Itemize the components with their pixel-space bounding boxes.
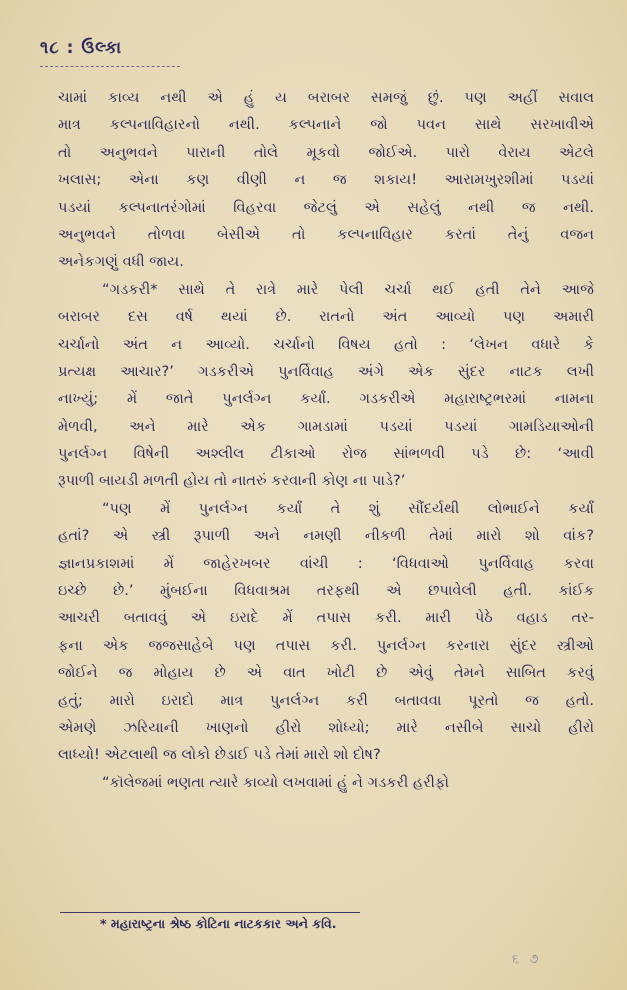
text-line: પ્રત્યક્ષ આચાર?’ ગડકરીએ પુનર્વિવાહ અંગે એક સુંદર નાટક લખી: [58, 362, 594, 380]
text-line: તો અનુભવને પારાની તોલે મૂકવો જોઈએ. પારો વેરાય એટલે: [58, 143, 594, 161]
page-mark: ૬ ૭: [512, 952, 542, 967]
text-line: પુનર્લગ્ન વિષેની અશ્લીલ ટીકાઓ રોજ સાંભળવી પડે છે: ‘આવી: [58, 445, 594, 463]
text-line: ચામાં કાવ્ય નથી એ હું ય બરાબર સમજું છું. પણ અહીં સવાલ: [58, 89, 594, 106]
text-line: અનેકગણું વધી જાય.: [58, 253, 184, 271]
text-line: “કૉલેજમાં ભણતા ત્યારે કાવ્યો લખવામાં હું ને ગડકરી હરીફો: [102, 773, 450, 791]
text-line: ઇચ્છે છે.’ મુંબઈના વિધવાશ્રમ તરફથી એ છપાવેલી હતી. કાંઈક: [58, 582, 594, 600]
text-line: જોઈને જ મોહાય છે એ વાત ખોટી છે એવું તેમને સાબિત કરવું: [58, 664, 594, 682]
header-decorative-rule: [40, 66, 180, 67]
text-line: ખલાસ; એના કણ વીણી ન જ શકાય! આરામખુરશીમાં પડયાં: [58, 171, 594, 189]
text-line: રૂપાળી બાયડી મળતી હોય તો નાતરું કરવાની કોણ ના પાડે?’: [58, 472, 406, 490]
text-line: નાખ્યું; મેં જાતે પુનર્લગ્ન કર્યાં. ગડકરીએ મહારાષ્ટ્રભરમાં નામના: [58, 390, 594, 408]
text-line: “પણ મેં પુનર્લગ્ન કર્યાં તે શું સૌંદર્યથી લોભાઈને કર્યાં: [102, 499, 594, 517]
text-line: હતું; મારો ઇરાદો માત્ર પુનર્લગ્ન કરી બતાવવા પૂરતો જ હતો.: [58, 691, 594, 709]
text-line: લાધ્યો! એટલાથી જ લોકો છેડાઈ પડે તેમાં મારો શો દોષ?: [58, 746, 381, 764]
footnote: * મહારાષ્ટ્રના શ્રેષ્ઠ કોટિના નાટકકાર અને કવિ.: [100, 916, 337, 931]
text-line: અનુભવને તોળવા બેસીએ તો કલ્પનાવિહાર કરતાં તેનું વજન: [58, 225, 594, 243]
text-line: હતાં? એ સ્ત્રી રૂપાળી અને નમણી નીકળી તેમાં મારો શો વાંક?: [58, 527, 594, 545]
footnote-rule: [60, 912, 360, 913]
text-line: એમણે ઝરિયાની ખાણનો હીરો શોધ્યો; મારે નસીબે સાચો હીરો: [58, 718, 594, 736]
text-line: બરાબર દસ વર્ષ થયાં છે. રાતનો અંત આવ્યો પણ અમારી: [58, 308, 594, 326]
text-line: પડયાં કલ્પનાતરંગોમાં વિહરવા જેટલું એ સહેલું નથી જ નથી.: [58, 198, 594, 216]
body-text: [58, 84, 594, 796]
text-line: માત્ર કલ્પનાવિહારનો નથી. કલ્પનાને જો પવન સાથે સરખાવીએ: [58, 116, 594, 134]
text-line: ચર્ચાનો અંત ન આવ્યો. ચર્ચાનો વિષય હતો : ‘લેખન વધારે કે: [58, 335, 594, 353]
text-line: મેળવી, અને મારે એક ગામડામાં પડયાં પડયાં ગામડિયાઓની: [58, 417, 594, 435]
text-line: આચરી બતાવવું એ ઇરાદે મેં તપાસ કરી. મારી પેઠે વહાડ તર-: [58, 609, 594, 627]
text-line: “ગડકરી* સાથે તે રાત્રે મારે પેલી ચર્ચા થઈ હતી તેને આજે: [102, 280, 594, 298]
text-line: જ્ઞાનપ્રકાશમાં મેં જાહેરખબર વાંચી : ‘વિધવાઓ પુનર્વિવાહ કરવા: [58, 554, 594, 572]
text-line: ફના એક જજસાહેબે પણ તપાસ કરી. પુનર્લગ્ન કરનારા સુંદર સ્ત્રીઓ: [58, 636, 594, 654]
running-header: ૧૮ : ઉલ્કા: [40, 38, 123, 58]
